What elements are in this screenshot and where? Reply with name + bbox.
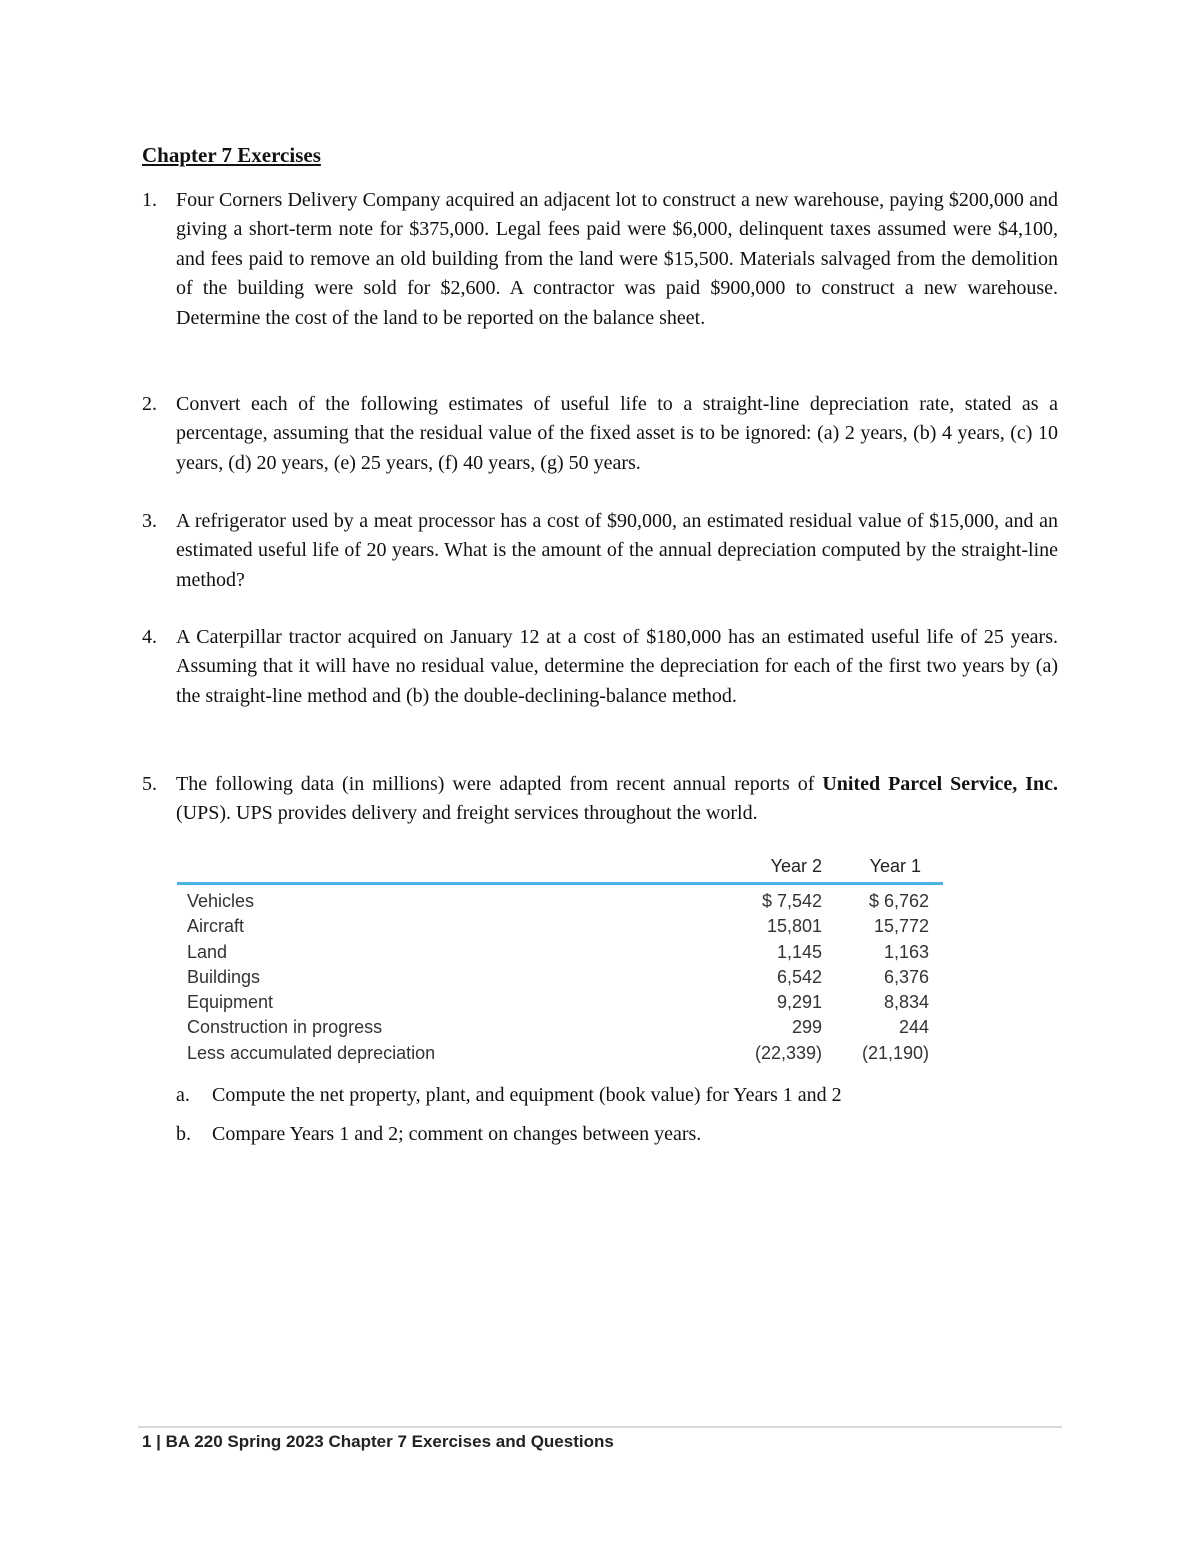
exercise-number: 3. [142, 510, 157, 532]
exercise-number: 2. [142, 393, 157, 415]
page-footer: 1 | BA 220 Spring 2023 Chapter 7 Exercises and Questions [142, 1432, 614, 1451]
footer-divider [138, 1426, 1062, 1428]
page-title: Chapter 7 Exercises [142, 143, 321, 167]
subitem-text: Compare Years 1 and 2; comment on changes between years. [212, 1123, 702, 1145]
text-segment: (UPS). UPS provides delivery and freight services throughout the world. [176, 802, 758, 825]
year-1-value: $ 6,762 [868, 891, 929, 911]
table-row [177, 889, 943, 914]
table-row [177, 990, 943, 1015]
year-2-value: (22,339) [754, 1042, 822, 1063]
row-label: Less accumulated depreciation [187, 1042, 436, 1063]
row-label: Buildings [187, 966, 261, 987]
row-label: Aircraft [187, 916, 245, 937]
table-row [177, 965, 943, 990]
exercise-number: 1. [142, 189, 157, 211]
exercise-2 [142, 390, 1058, 478]
row-label: Construction in progress [187, 1017, 383, 1038]
row-label: Land [187, 941, 228, 962]
year-2-value: 299 [791, 1017, 822, 1038]
exercise-number: 4. [142, 626, 157, 648]
ups-data-table [177, 852, 943, 1066]
year-2-value: 9,291 [776, 992, 822, 1013]
year-2-value: 1,145 [776, 941, 822, 962]
table-row [177, 914, 943, 939]
year-2-value: $ 7,542 [761, 891, 822, 911]
exercise-number: 5. [142, 773, 157, 795]
table-row [177, 940, 943, 965]
exercise-3 [142, 507, 1058, 595]
exercise-5 [142, 770, 1058, 829]
exercise-text: A refrigerator used by a meat processor has a cost of $90,000, an estimated residual value of $15,000, and an estimated useful life of 20 years. What is the amount of the annual depreciation computed by the straight-line method? [176, 510, 1058, 591]
year-1-value: 1,163 [883, 941, 929, 962]
year-1-value: 15,772 [873, 916, 929, 937]
table-header [177, 852, 943, 885]
subitem-text: Compute the net property, plant, and equipment (book value) for Years 1 and 2 [212, 1084, 842, 1106]
year-1-value: (21,190) [861, 1042, 929, 1063]
exercise-4 [142, 623, 1058, 711]
row-label: Equipment [187, 992, 274, 1013]
year-2-value: 6,542 [776, 966, 822, 987]
exercise-text: Four Corners Delivery Company acquired an adjacent lot to construct a new warehouse, paying $200,000 and giving a short-term note for $375,000. Legal fees paid were $6,000, delinquent taxes assumed were $4,100, and fees paid to remove an old building from the land were $15,500. Materials salvaged from the demolition of the building were sold for $2,600. A contractor was paid $900,000 to construct a new warehouse. Determine the cost of the land to be reported on the balance sheet. [176, 189, 1058, 329]
table-row [177, 1015, 943, 1040]
year-1-value: 244 [898, 1017, 929, 1038]
year-1-value: 8,834 [883, 992, 929, 1013]
subitem-letter: a. [176, 1084, 190, 1106]
exercise-text [176, 770, 1058, 829]
header-year-2: Year 2 [770, 856, 822, 876]
exercise-text: A Caterpillar tractor acquired on January 12 at a cost of $180,000 has an estimated useful life of 25 years. Assuming that it will have no residual value, determine the depreciation for each of the first two years by (a) the straight-line method and (b) the double-declining-balance method. [176, 626, 1058, 707]
company-name: United Parcel Service, Inc. [822, 773, 1058, 795]
header-year-1: Year 1 [869, 856, 921, 876]
year-1-value: 6,376 [883, 966, 929, 987]
row-label: Vehicles [187, 891, 255, 911]
year-2-value: 15,801 [766, 916, 822, 937]
exercise-1 [142, 186, 1058, 333]
subitem-letter: b. [176, 1123, 191, 1145]
text-segment: The following data (in millions) were adapted from recent annual reports of [176, 773, 823, 795]
table-row [177, 1041, 943, 1066]
exercise-text: Convert each of the following estimates of useful life to a straight-line depreciation rate, stated as a percentage, assuming that the residual value of the fixed asset is to be ignored: (a) 2 years, (b) 4 years, (c) 10 years, (d) 20 years, (e) 25 years, (f) 40 years, (g) 50 years. [176, 393, 1058, 474]
